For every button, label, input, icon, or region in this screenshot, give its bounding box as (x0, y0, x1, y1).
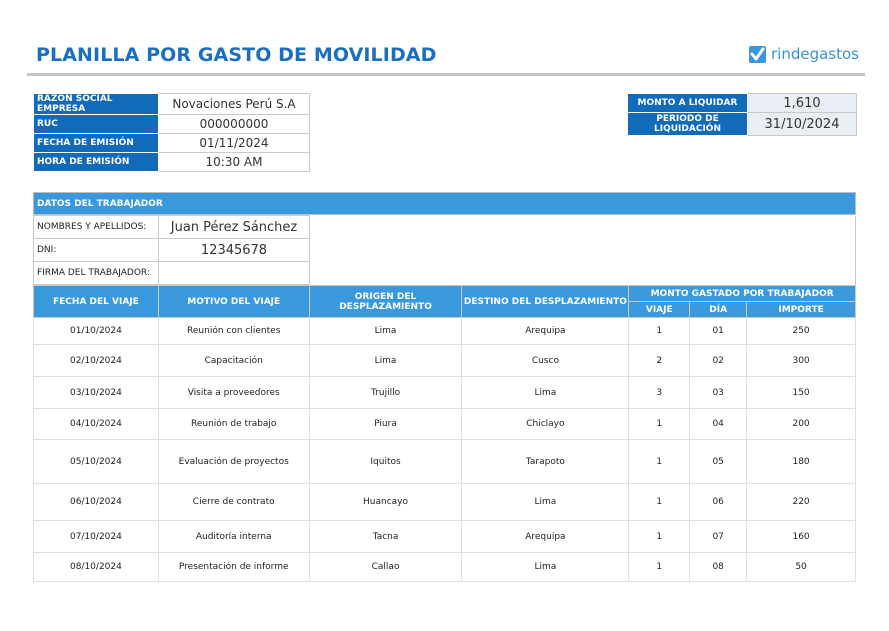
company-info-table (33, 93, 310, 172)
table-row (34, 521, 856, 553)
trip-reason: Reunión de trabajo (158, 409, 309, 440)
trip-destination: Lima (462, 553, 629, 582)
trip-number: 1 (629, 318, 690, 345)
worker-info-table (33, 215, 856, 285)
table-row (34, 440, 856, 484)
trip-day: 07 (690, 521, 747, 553)
trip-date: 04/10/2024 (34, 409, 159, 440)
trip-date: 01/10/2024 (34, 318, 159, 345)
amount-label: MONTO A LIQUIDAR (628, 94, 748, 113)
col-header-day: DÍA (690, 302, 747, 318)
worker-empty-area (310, 216, 856, 285)
trip-reason: Reunión con clientes (158, 318, 309, 345)
trip-origin: Tacna (309, 521, 462, 553)
trip-day: 06 (690, 484, 747, 521)
worker-name-label: NOMBRES Y APELLIDOS: (34, 216, 159, 239)
issue-time-value[interactable]: 10:30 AM (159, 153, 310, 172)
table-row (34, 377, 856, 409)
trip-amount: 220 (747, 484, 856, 521)
trip-origin: Piura (309, 409, 462, 440)
company-row (34, 153, 310, 172)
trip-reason: Capacitación (158, 345, 309, 377)
company-name-value[interactable]: Novaciones Perú S.A (159, 94, 310, 115)
trip-amount: 160 (747, 521, 856, 553)
trip-day: 04 (690, 409, 747, 440)
trip-day: 05 (690, 440, 747, 484)
trip-origin: Callao (309, 553, 462, 582)
trip-day: 01 (690, 318, 747, 345)
company-name-label: RAZÓN SOCIAL EMPRESA (34, 94, 159, 115)
trip-day: 08 (690, 553, 747, 582)
table-row (34, 484, 856, 521)
trip-number: 1 (629, 440, 690, 484)
trip-day: 02 (690, 345, 747, 377)
trip-date: 06/10/2024 (34, 484, 159, 521)
brand-logo (749, 45, 859, 63)
col-header-reason: MOTIVO DEL VIAJE (158, 286, 309, 318)
trip-amount: 50 (747, 553, 856, 582)
trip-date: 08/10/2024 (34, 553, 159, 582)
dni-label: DNI: (34, 239, 159, 262)
col-header-amount-group: MONTO GASTADO POR TRABAJADOR (629, 286, 856, 302)
page-title: PLANILLA POR GASTO DE MOVILIDAD (36, 44, 437, 66)
trip-origin: Lima (309, 318, 462, 345)
col-header-destination: DESTINO DEL DESPLAZAMIENTO (462, 286, 629, 318)
issue-date-label: FECHA DE EMISIÓN (34, 134, 159, 153)
liquidation-table (627, 93, 857, 136)
trip-destination: Tarapoto (462, 440, 629, 484)
trip-amount: 180 (747, 440, 856, 484)
trip-date: 03/10/2024 (34, 377, 159, 409)
trip-number: 1 (629, 409, 690, 440)
trip-date: 02/10/2024 (34, 345, 159, 377)
brand-name: rindegastos (771, 45, 859, 63)
company-row (34, 134, 310, 153)
trip-number: 1 (629, 553, 690, 582)
trip-amount: 300 (747, 345, 856, 377)
period-value[interactable]: 31/10/2024 (748, 113, 857, 136)
trip-origin: Huancayo (309, 484, 462, 521)
trip-destination: Chiclayo (462, 409, 629, 440)
trip-number: 1 (629, 521, 690, 553)
trip-destination: Arequipa (462, 521, 629, 553)
col-header-trip: VIAJE (629, 302, 690, 318)
trips-table (33, 285, 856, 582)
trip-reason: Auditoría interna (158, 521, 309, 553)
trip-reason: Evaluación de proyectos (158, 440, 309, 484)
trip-date: 07/10/2024 (34, 521, 159, 553)
trip-date: 05/10/2024 (34, 440, 159, 484)
trip-reason: Visita a proveedores (158, 377, 309, 409)
worker-section-title: DATOS DEL TRABAJADOR (33, 192, 856, 215)
amount-value[interactable]: 1,610 (748, 94, 857, 113)
trip-number: 1 (629, 484, 690, 521)
worker-trips-section (33, 192, 856, 582)
trip-destination: Lima (462, 484, 629, 521)
table-row (34, 345, 856, 377)
trip-amount: 200 (747, 409, 856, 440)
trip-reason: Cierre de contrato (158, 484, 309, 521)
header-divider (27, 73, 865, 76)
trip-origin: Trujillo (309, 377, 462, 409)
signature-field[interactable] (159, 262, 310, 285)
trip-destination: Cusco (462, 345, 629, 377)
company-row (34, 115, 310, 134)
ruc-label: RUC (34, 115, 159, 134)
trip-origin: Iquitos (309, 440, 462, 484)
trip-number: 2 (629, 345, 690, 377)
table-row (34, 409, 856, 440)
issue-time-label: HORA DE EMISIÓN (34, 153, 159, 172)
table-row (34, 553, 856, 582)
trip-amount: 150 (747, 377, 856, 409)
dni-value[interactable]: 12345678 (159, 239, 310, 262)
trip-destination: Lima (462, 377, 629, 409)
col-header-origin: ORIGEN DEL DESPLAZAMIENTO (309, 286, 462, 318)
ruc-value[interactable]: 000000000 (159, 115, 310, 134)
trip-amount: 250 (747, 318, 856, 345)
worker-name-value[interactable]: Juan Pérez Sánchez (159, 216, 310, 239)
trip-number: 3 (629, 377, 690, 409)
period-label: PERIODO DE LIQUIDACIÓN (628, 113, 748, 136)
company-row (34, 94, 310, 115)
issue-date-value[interactable]: 01/11/2024 (159, 134, 310, 153)
signature-label: FIRMA DEL TRABAJADOR: (34, 262, 159, 285)
table-row (34, 318, 856, 345)
col-header-amount: IMPORTE (747, 302, 856, 318)
trip-destination: Arequipa (462, 318, 629, 345)
trip-day: 03 (690, 377, 747, 409)
col-header-date: FECHA DEL VIAJE (34, 286, 159, 318)
checkbox-check-icon (749, 46, 766, 63)
trip-origin: Lima (309, 345, 462, 377)
trip-reason: Presentación de informe (158, 553, 309, 582)
